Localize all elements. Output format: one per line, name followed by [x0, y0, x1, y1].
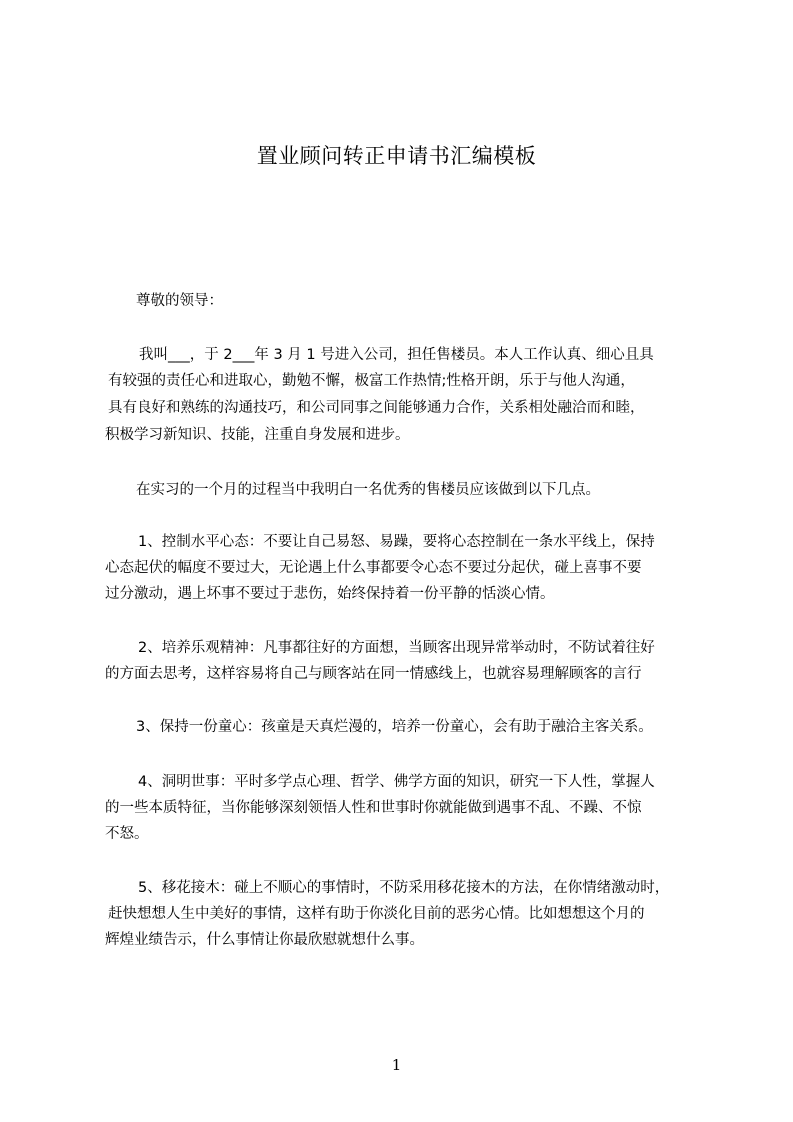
point-5-line-1: 5、移花接木：碰上不顺心的事情时，不防采用移花接木的方法，在你情绪激动时， [138, 880, 670, 896]
point-1-line-2: 心态起伏的幅度不要过大，无论遇上什么事都要令心态不要过分起伏，碰上喜事不要 [105, 560, 642, 576]
document-title: 置业顾问转正申请书汇编模板 [256, 144, 537, 168]
point-2-line-1: 2、培养乐观精神：凡事都往好的方面想，当顾客出现异常举动时，不防试着往好 [138, 640, 655, 656]
lead-in-paragraph: 在实习的一个月的过程当中我明白一名优秀的售楼员应该做到以下几点。 [136, 482, 600, 498]
point-5-line-3: 辉煌业绩告示，什么事情让你最欣慰就想什么事。 [105, 932, 424, 948]
point-1-line-3: 过分激动，遇上坏事不要过于悲伤，始终保持着一份平静的恬淡心情。 [105, 586, 555, 602]
intro-line-1: 我叫___，于 2___年 3 月 1 号进入公司，担任售楼员。本人工作认真、细心且具 [139, 347, 654, 363]
point-4-line-1: 4、洞明世事：平时多学点心理、哲学、佛学方面的知识，研究一下人性，掌握人 [138, 774, 655, 790]
intro-line-4: 积极学习新知识、技能，注重自身发展和进步。 [105, 427, 410, 443]
point-4-line-2: 的一些本质特征，当你能够深刻领悟人性和世事时你就能做到遇事不乱、不躁、不惊 [105, 800, 642, 816]
intro-line-3: 具有良好和熟练的沟通技巧，和公司同事之间能够通力合作，关系相处融洽而和睦， [108, 400, 645, 416]
page-number: 1 [391, 1056, 402, 1074]
point-3-line-1: 3、保持一份童心：孩童是天真烂漫的，培养一份童心，会有助于融洽主客关系。 [136, 719, 653, 735]
point-5-line-2: 赶快想想人生中美好的事情，这样有助于你淡化目前的恶劣心情。比如想想这个月的 [108, 906, 645, 922]
salutation: 尊敬的领导： [136, 293, 223, 309]
point-1-line-1: 1、控制水平心态：不要让自己易怒、易躁，要将心态控制在一条水平线上，保持 [138, 534, 655, 550]
point-2-line-2: 的方面去思考，这样容易将自己与顾客站在同一情感线上，也就容易理解顾客的言行 [105, 666, 642, 682]
point-4-line-3: 不怒。 [105, 826, 149, 842]
intro-line-2: 有较强的责任心和进取心，勤勉不懈，极富工作热情;性格开朗，乐于与他人沟通， [108, 373, 635, 389]
